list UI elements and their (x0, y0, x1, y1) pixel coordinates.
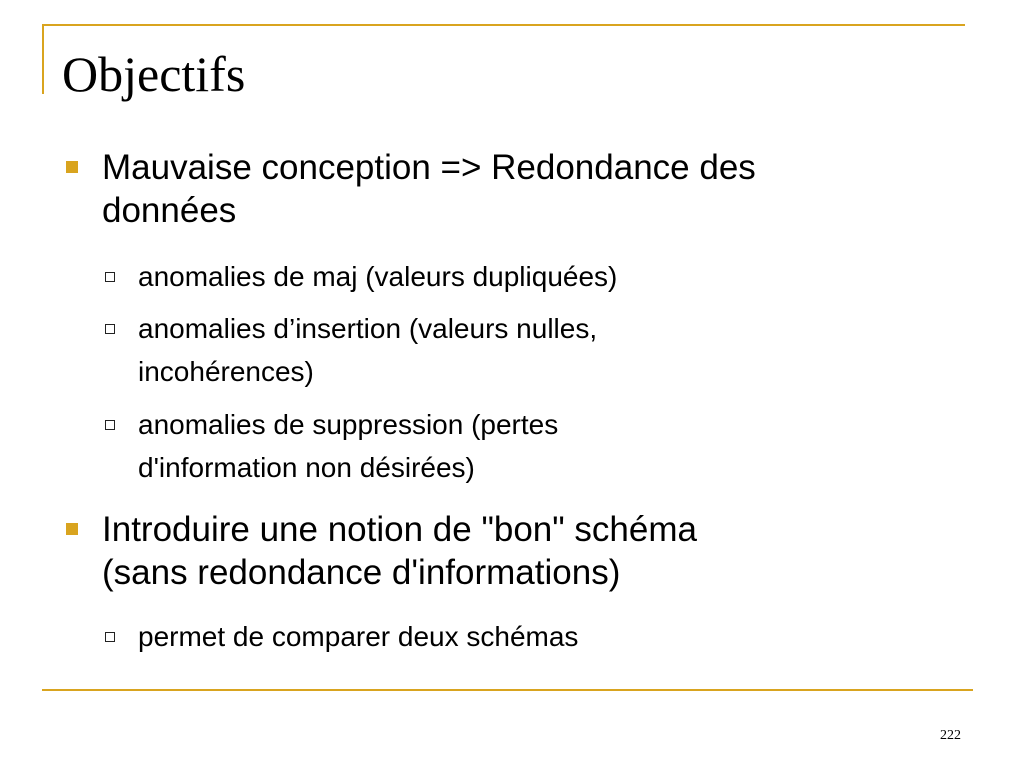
slide-title: Objectifs (62, 46, 246, 102)
bullet-text-line: d'information non désirées) (138, 452, 475, 483)
hollow-square-bullet-icon (105, 272, 115, 282)
footer-divider (42, 689, 973, 691)
bullet-text-line: Mauvaise conception => Redondance des (102, 148, 756, 187)
hollow-square-bullet-icon (105, 420, 115, 430)
slide-frame-top-rule (42, 24, 965, 26)
bullet-text-line: anomalies de maj (valeurs dupliquées) (138, 261, 618, 292)
hollow-square-bullet-icon (105, 324, 115, 334)
page-number: 222 (940, 728, 961, 743)
bullet-text-line: anomalies de suppression (pertes (138, 409, 559, 440)
slide-frame-left-rule (42, 24, 44, 94)
bullet-text-line: incohérences) (138, 356, 314, 387)
bullet-item-level2 (138, 255, 898, 298)
hollow-square-bullet-icon (105, 632, 115, 642)
bullet-text-line: données (102, 191, 237, 230)
bullet-item-level2 (138, 307, 898, 393)
bullet-text-line: anomalies d’insertion (valeurs nulles, (138, 313, 598, 344)
bullet-item-level1 (102, 146, 922, 232)
bullet-item-level2 (138, 615, 898, 658)
bullet-text-line: (sans redondance d'informations) (102, 553, 621, 592)
bullet-item-level1 (102, 508, 922, 594)
bullet-text-line: Introduire une notion de "bon" schéma (102, 510, 697, 549)
square-bullet-icon (66, 523, 78, 535)
bullet-text-line: permet de comparer deux schémas (138, 621, 579, 652)
bullet-item-level2 (138, 403, 898, 489)
square-bullet-icon (66, 161, 78, 173)
